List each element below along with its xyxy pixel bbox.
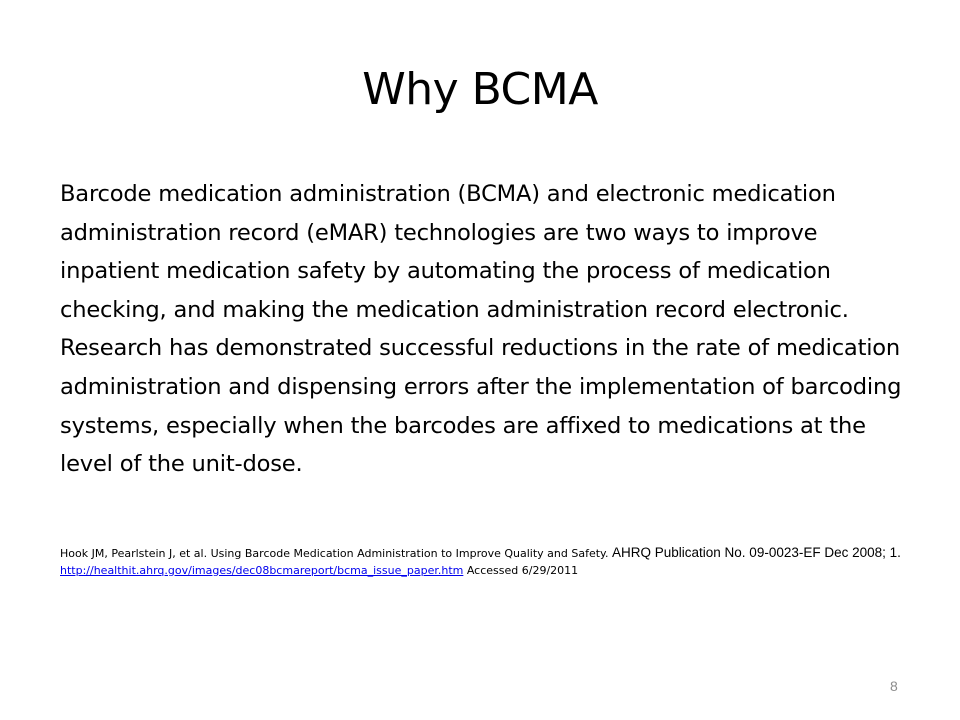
citation-authors-title: Hook JM, Pearlstein J, et al. Using Barcode Medication Administration to Improve Quality and Safety. <box>60 547 609 560</box>
slide-body-text: Barcode medication administration (BCMA) and electronic medication administration record (eMAR) technologies are two ways to improve inpatient medication safety by automating the process of medication checking, and making the medication administration record electronic. Research has demonstrated successful reductions in the rate of medication administration and dispensing errors after the implementation of barcoding systems, especially when the barcodes are affixed to medications at the level of the unit-dose. <box>60 181 902 478</box>
citation-accessed: Accessed 6/29/2011 <box>466 564 579 577</box>
page-number: 8 <box>890 678 898 694</box>
citation-publication: AHRQ Publication No. 09-0023-EF Dec 2008; 1. <box>612 545 901 560</box>
slide-title: Why BCMA <box>362 64 598 115</box>
citation <box>60 544 908 579</box>
citation-link[interactable]: http://healthit.ahrq.gov/images/dec08bcmareport/bcma_issue_paper.htm <box>60 564 464 577</box>
